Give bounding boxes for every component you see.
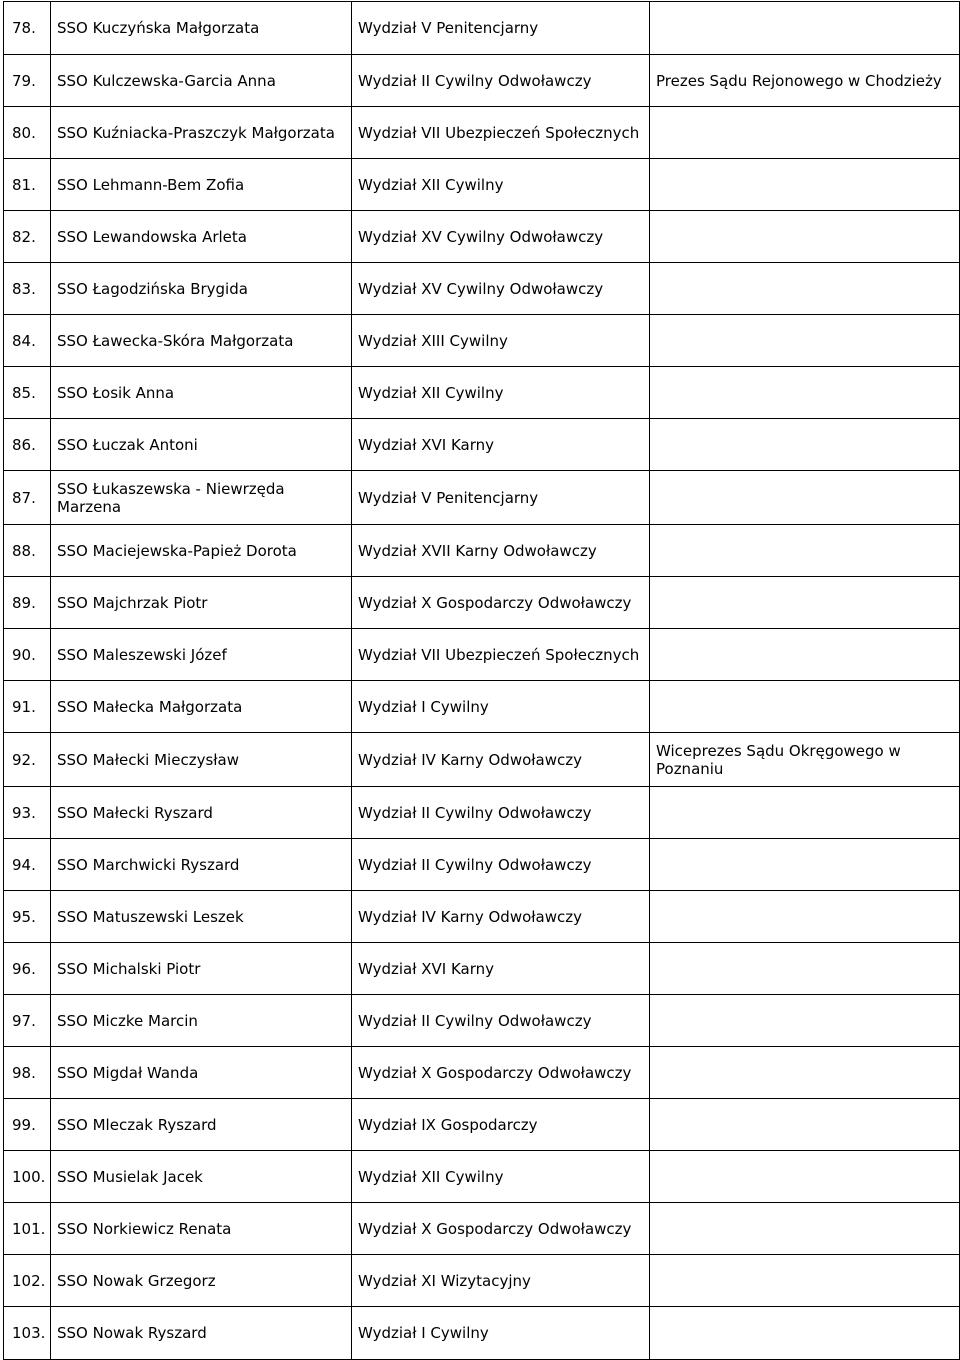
judge-function: Prezes Sądu Rejonowego w Chodzieży [650, 55, 960, 107]
row-number: 103. [4, 1307, 51, 1360]
judge-name: SSO Lewandowska Arleta [51, 211, 352, 263]
table-row [4, 1307, 960, 1360]
row-number: 100. [4, 1151, 51, 1203]
row-number: 79. [4, 55, 51, 107]
judge-name: SSO Marchwicki Ryszard [51, 839, 352, 891]
judge-function [650, 419, 960, 471]
judge-department: Wydział XII Cywilny [352, 367, 650, 419]
judge-department: Wydział I Cywilny [352, 1307, 650, 1360]
row-number: 101. [4, 1203, 51, 1255]
judge-department: Wydział XV Cywilny Odwoławczy [352, 211, 650, 263]
table-row [4, 787, 960, 839]
judge-name: SSO Michalski Piotr [51, 943, 352, 995]
table-row [4, 419, 960, 471]
table-row [4, 55, 960, 107]
table-row [4, 681, 960, 733]
judge-department: Wydział XIII Cywilny [352, 315, 650, 367]
judge-function [650, 471, 960, 525]
judge-department: Wydział XVI Karny [352, 419, 650, 471]
table-row [4, 471, 960, 525]
row-number: 102. [4, 1255, 51, 1307]
judge-name: SSO Lehmann-Bem Zofia [51, 159, 352, 211]
row-number: 89. [4, 577, 51, 629]
judge-department: Wydział II Cywilny Odwoławczy [352, 55, 650, 107]
judge-function [650, 525, 960, 577]
judge-name: SSO Mleczak Ryszard [51, 1099, 352, 1151]
judge-function [650, 367, 960, 419]
row-number: 96. [4, 943, 51, 995]
table-row [4, 263, 960, 315]
judge-department: Wydział XVII Karny Odwoławczy [352, 525, 650, 577]
judge-department: Wydział VII Ubezpieczeń Społecznych [352, 107, 650, 159]
judge-function [650, 891, 960, 943]
judge-name: SSO Miczke Marcin [51, 995, 352, 1047]
judge-department: Wydział II Cywilny Odwoławczy [352, 839, 650, 891]
judge-function: Wiceprezes Sądu Okręgowego w Poznaniu [650, 733, 960, 787]
judge-name: SSO Łagodzińska Brygida [51, 263, 352, 315]
table-row [4, 995, 960, 1047]
row-number: 85. [4, 367, 51, 419]
judge-department: Wydział II Cywilny Odwoławczy [352, 995, 650, 1047]
judge-name: SSO Małecka Małgorzata [51, 681, 352, 733]
judge-department: Wydział X Gospodarczy Odwoławczy [352, 1203, 650, 1255]
judge-department: Wydział XVI Karny [352, 943, 650, 995]
judges-table [3, 1, 960, 1360]
judge-department: Wydział VII Ubezpieczeń Społecznych [352, 629, 650, 681]
judge-name: SSO Majchrzak Piotr [51, 577, 352, 629]
judge-function [650, 577, 960, 629]
table-row [4, 839, 960, 891]
judge-function [650, 1255, 960, 1307]
judge-name: SSO Maleszewski Józef [51, 629, 352, 681]
table-row [4, 1151, 960, 1203]
table-row [4, 577, 960, 629]
row-number: 99. [4, 1099, 51, 1151]
table-row [4, 159, 960, 211]
judge-function [650, 211, 960, 263]
row-number: 81. [4, 159, 51, 211]
row-number: 80. [4, 107, 51, 159]
judge-name: SSO Ławecka-Skóra Małgorzata [51, 315, 352, 367]
table-row [4, 1099, 960, 1151]
judge-name: SSO Matuszewski Leszek [51, 891, 352, 943]
table-row [4, 525, 960, 577]
row-number: 91. [4, 681, 51, 733]
judge-function [650, 1047, 960, 1099]
judge-name: SSO Małecki Mieczysław [51, 733, 352, 787]
judge-department: Wydział II Cywilny Odwoławczy [352, 787, 650, 839]
judge-function [650, 839, 960, 891]
row-number: 98. [4, 1047, 51, 1099]
row-number: 90. [4, 629, 51, 681]
judge-department: Wydział X Gospodarczy Odwoławczy [352, 577, 650, 629]
table-row [4, 2, 960, 55]
row-number: 87. [4, 471, 51, 525]
judge-department: Wydział I Cywilny [352, 681, 650, 733]
judge-department: Wydział V Penitencjarny [352, 471, 650, 525]
judge-name: SSO Kulczewska-Garcia Anna [51, 55, 352, 107]
judge-department: Wydział XI Wizytacyjny [352, 1255, 650, 1307]
judge-function [650, 1151, 960, 1203]
judge-function [650, 943, 960, 995]
row-number: 78. [4, 2, 51, 55]
row-number: 93. [4, 787, 51, 839]
judge-function [650, 629, 960, 681]
judge-function [650, 1307, 960, 1360]
judge-department: Wydział X Gospodarczy Odwoławczy [352, 1047, 650, 1099]
judge-department: Wydział IV Karny Odwoławczy [352, 891, 650, 943]
judge-function [650, 681, 960, 733]
judge-department: Wydział XII Cywilny [352, 159, 650, 211]
table-row [4, 367, 960, 419]
row-number: 86. [4, 419, 51, 471]
judge-name: SSO Kuczyńska Małgorzata [51, 2, 352, 55]
table-row [4, 733, 960, 787]
judge-name: SSO Łosik Anna [51, 367, 352, 419]
judge-function [650, 315, 960, 367]
table-row [4, 943, 960, 995]
judge-function [650, 159, 960, 211]
table-row [4, 1047, 960, 1099]
table-row [4, 315, 960, 367]
judge-department: Wydział V Penitencjarny [352, 2, 650, 55]
row-number: 92. [4, 733, 51, 787]
judge-department: Wydział XV Cywilny Odwoławczy [352, 263, 650, 315]
judge-department: Wydział IV Karny Odwoławczy [352, 733, 650, 787]
row-number: 95. [4, 891, 51, 943]
judge-department: Wydział IX Gospodarczy [352, 1099, 650, 1151]
judge-name: SSO Nowak Grzegorz [51, 1255, 352, 1307]
judge-function [650, 1203, 960, 1255]
judge-function [650, 787, 960, 839]
judge-function [650, 263, 960, 315]
judge-name: SSO Kuźniacka-Praszczyk Małgorzata [51, 107, 352, 159]
judge-name: SSO Musielak Jacek [51, 1151, 352, 1203]
judge-function [650, 107, 960, 159]
table-row [4, 1255, 960, 1307]
row-number: 84. [4, 315, 51, 367]
judge-department: Wydział XII Cywilny [352, 1151, 650, 1203]
row-number: 82. [4, 211, 51, 263]
judge-function [650, 1099, 960, 1151]
row-number: 83. [4, 263, 51, 315]
row-number: 88. [4, 525, 51, 577]
judge-name: SSO Nowak Ryszard [51, 1307, 352, 1360]
judge-function [650, 995, 960, 1047]
judges-table-body [4, 2, 960, 1360]
table-row [4, 107, 960, 159]
row-number: 94. [4, 839, 51, 891]
table-row [4, 1203, 960, 1255]
judge-name: SSO Łukaszewska - Niewrzęda Marzena [51, 471, 352, 525]
table-row [4, 629, 960, 681]
judge-function [650, 2, 960, 55]
row-number: 97. [4, 995, 51, 1047]
table-row [4, 211, 960, 263]
judge-name: SSO Maciejewska-Papież Dorota [51, 525, 352, 577]
table-row [4, 891, 960, 943]
judge-name: SSO Migdał Wanda [51, 1047, 352, 1099]
judge-name: SSO Norkiewicz Renata [51, 1203, 352, 1255]
judge-name: SSO Łuczak Antoni [51, 419, 352, 471]
judge-name: SSO Małecki Ryszard [51, 787, 352, 839]
